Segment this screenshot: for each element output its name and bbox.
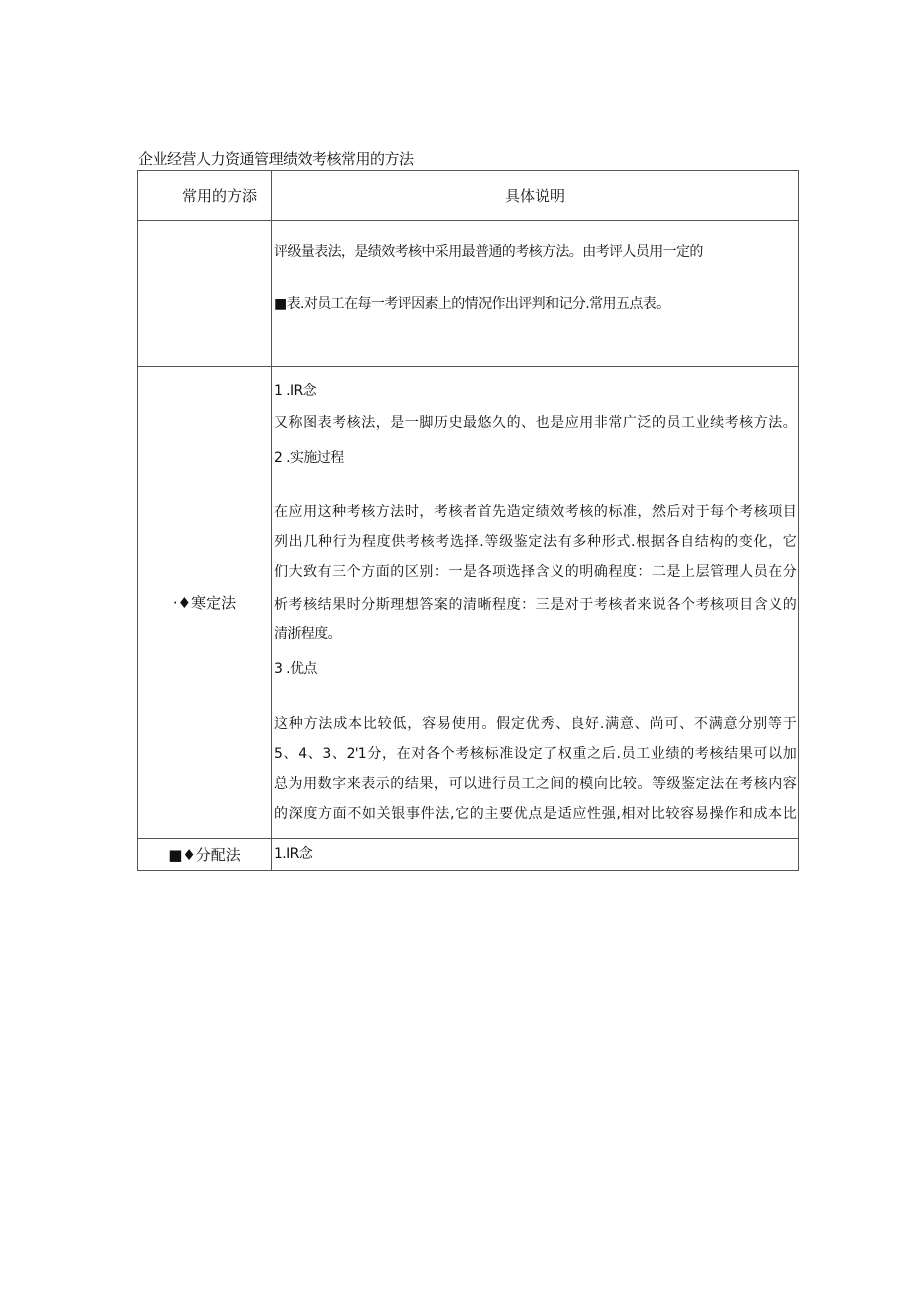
- description-line: ■表.对员工在每一考评因素上的情况作出评判和记分.常用五点表。: [274, 296, 670, 312]
- document-title: 企业经营人力资通管理绩效考核常用的方法: [138, 150, 414, 168]
- description-line: 的深度方面不如关银事件法,它的主要优点是适应性强,相对比较容易操作和成本比: [274, 806, 796, 822]
- table-row: [138, 221, 799, 367]
- description-line: 在应用这种考核方法时，考核者首先造定绩效考核的标准，然后对于每个考核项目: [274, 504, 796, 520]
- description-cell: [272, 221, 799, 367]
- description-line: 列出几种行为程度供考核考选择.等级鉴定法有多种形式.根据各自结构的变化，它: [274, 534, 796, 550]
- description-line: 1 .IR念: [274, 383, 317, 399]
- description-line: 3 .优点: [274, 661, 317, 677]
- method-name-cell: [138, 221, 272, 367]
- description-line: 们大致有三个方面的区别：一是各项选择含义的明确程度：二是上层管理人员在分: [274, 564, 796, 580]
- description-line: 析考核结果时分斯理想答案的清晰程度：三是对于考核者来说各个考核项目含义的: [274, 597, 796, 613]
- table-row: [138, 367, 799, 839]
- description-line: 又称图表考核法，是一脚历史最悠久的、也是应用非常广泛的员工业续考核方法。: [274, 415, 796, 431]
- description-cell: [272, 839, 799, 871]
- methods-table: [137, 170, 799, 871]
- table-header-row: [138, 171, 799, 221]
- description-line: 总为用数字来表示的结果，可以进行员工之间的模向比较。等级鉴定法在考核内容: [274, 776, 796, 792]
- description-line: 评级量表法，是绩效考核中采用最普通的考核方法。由考评人员用一定的: [274, 244, 703, 260]
- method-name-cell: ·♦寒定法: [138, 367, 272, 839]
- header-method: 常用的方添: [138, 171, 272, 221]
- table-row: [138, 839, 799, 871]
- description-line: 2 .实施过程: [274, 450, 344, 466]
- description-line: 清浙程度。: [274, 626, 341, 642]
- header-description: 具体说明: [272, 171, 799, 221]
- method-name-cell: ■♦分配法: [138, 839, 272, 871]
- description-line: 5、4、3、2'1分，在对各个考核标准设定了权重之后.员工业绩的考核结果可以加: [274, 746, 796, 762]
- description-line: 这种方法成本比较低，容易使用。假定优秀、良好.满意、尚可、不满意分别等于: [274, 716, 796, 732]
- description-line: 1.IR念: [274, 846, 313, 862]
- description-cell: [272, 367, 799, 839]
